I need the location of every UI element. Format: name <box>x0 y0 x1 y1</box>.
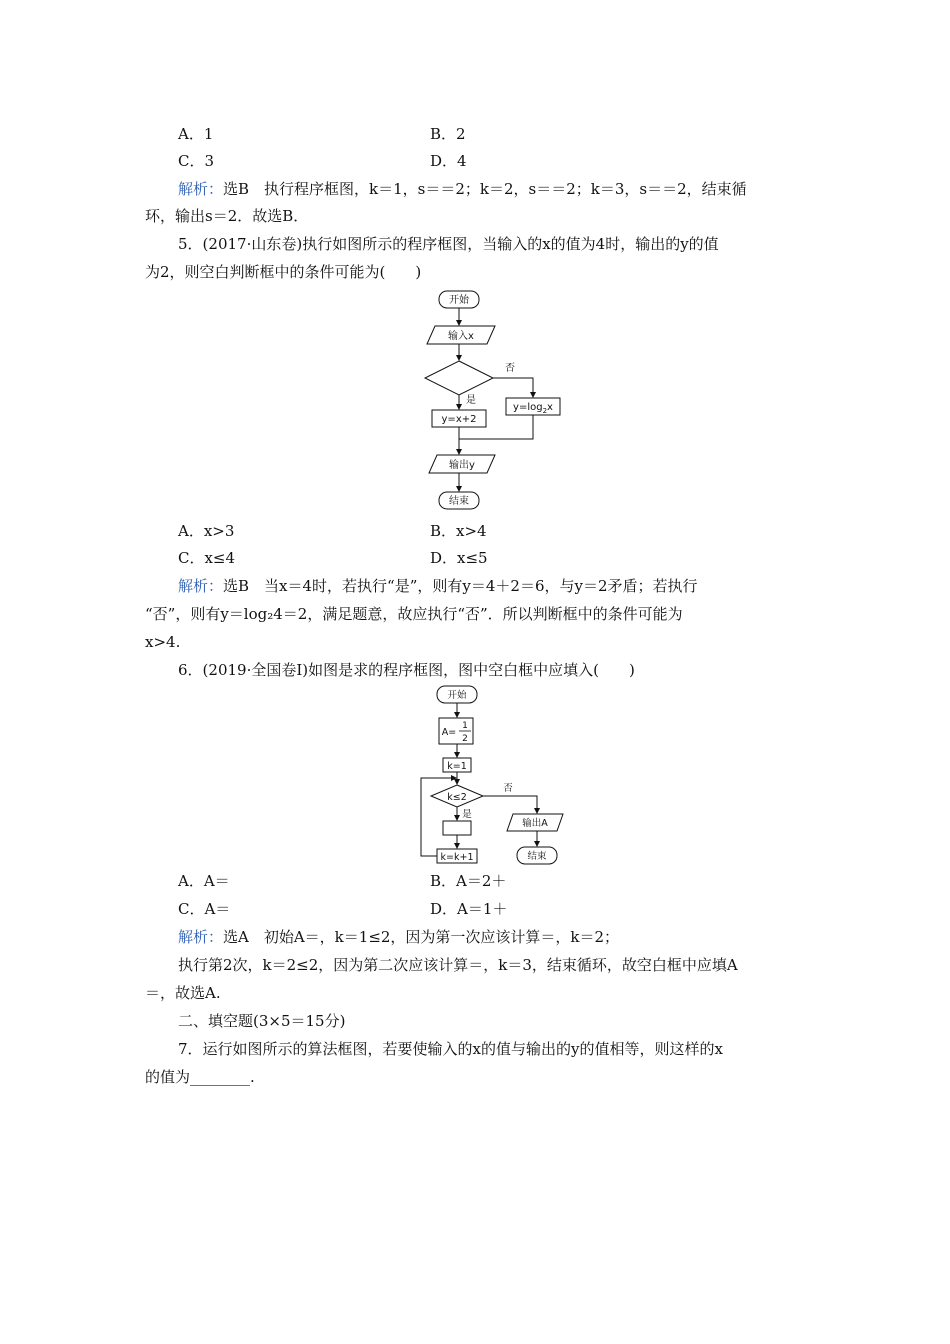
q5-option-d: D．x≤5 <box>430 549 488 567</box>
q5-solution-line-1 <box>178 576 698 596</box>
q4-option-b: B．2 <box>430 125 466 143</box>
q6-solution-text: 选A 初始A＝，k＝1≤2，因为第一次应该计算＝，k＝2； <box>223 928 620 946</box>
q4-solution-text: 选B 执行程序框图，k＝1，s＝＝2；k＝2，s＝＝2；k＝3，s＝＝2，结束循 <box>223 180 747 198</box>
q5-decision-node <box>425 361 493 395</box>
solution-label: 解析： <box>178 577 224 595</box>
q6-frac-num: 1 <box>462 721 468 731</box>
q5-solution-text: 选B 当x＝4时，若执行“是”，则有y＝4＋2＝6，与y＝2矛盾；若执行 <box>223 577 698 595</box>
q6-yes-label: 是 <box>462 809 472 820</box>
solution-label: 解析： <box>178 180 224 198</box>
q5-stem-line-1: 5．(2017·山东卷)执行如图所示的程序框图，当输入的x的值为4时，输出的y的值 <box>178 235 719 253</box>
q4-solution-line-2: 环，输出s＝2．故选B． <box>145 207 309 225</box>
q5-assign-no-text-b: x <box>547 402 553 413</box>
q5-option-a: A．x>3 <box>178 522 235 540</box>
q6-blank-node <box>443 821 471 835</box>
q6-solution-line-2: 执行第2次，k＝2≤2，因为第二次应该计算＝，k＝3，结束循环，故空白框中应填A <box>178 956 738 974</box>
q5-assign-no-sub: 2 <box>542 407 548 415</box>
q5-stem-line-2: 为2，则空白判断框中的条件可能为( ) <box>145 263 422 281</box>
q4-option-c: C．3 <box>178 152 215 170</box>
solution-label: 解析： <box>178 928 224 946</box>
q5-option-b: B．x>4 <box>430 522 487 540</box>
q5-end-label: 结束 <box>449 496 469 507</box>
q5-output-label: 输出y <box>449 460 475 471</box>
q5-start-label: 开始 <box>449 295 469 306</box>
q4-solution-line-1 <box>178 179 747 199</box>
q6-option-b: B．A＝2＋ <box>430 872 507 890</box>
q6-output-label: 输出A <box>522 818 548 829</box>
section-heading: 二、填空题(3×5＝15分) <box>178 1012 346 1030</box>
q4-option-a: A．1 <box>178 125 214 143</box>
q5-assign-no-text-a: y=log <box>513 402 543 413</box>
q5-option-c: C．x≤4 <box>178 549 236 567</box>
q4-option-d: D．4 <box>430 152 467 170</box>
q6-inc-label: k=k+1 <box>440 852 474 863</box>
q6-frac-den: 2 <box>462 734 468 744</box>
q5-assign-yes-label: y=x+2 <box>441 414 477 425</box>
q6-decision-label: k≤2 <box>447 792 467 803</box>
q6-start-label: 开始 <box>447 690 467 701</box>
q5-flowchart <box>415 285 565 517</box>
q6-k-init-label: k=1 <box>447 761 467 772</box>
q6-solution-line-1 <box>178 927 619 947</box>
q6-option-d: D．A＝1＋ <box>430 900 508 918</box>
q6-option-c: C．A＝ <box>178 900 231 918</box>
q7-stem-line-2: 的值为________. <box>145 1068 255 1086</box>
q5-solution-line-2: “否”，则有y＝log₂4＝2，满足题意，故应执行“否”．所以判断框中的条件可能为 <box>145 605 683 623</box>
q6-solution-line-3: ＝，故选A. <box>145 984 221 1002</box>
q5-assign-no-label <box>513 402 553 415</box>
q6-end-label: 结束 <box>527 851 547 862</box>
q6-flowchart <box>415 682 575 868</box>
q6-no-label: 否 <box>503 783 513 794</box>
q5-solution-line-3: x>4. <box>145 633 181 651</box>
q7-stem-line-1: 7．运行如图所示的算法框图，若要使输入的x的值与输出的y的值相等，则这样的x <box>178 1040 723 1058</box>
q5-yes-label: 是 <box>466 395 476 406</box>
q6-option-a: A．A＝ <box>178 872 230 890</box>
q6-init-label: A= <box>441 727 457 738</box>
q6-stem: 6．(2019·全国卷Ⅰ)如图是求的程序框图，图中空白框中应填入( ) <box>178 661 635 679</box>
q5-input-label: 输入x <box>448 331 474 342</box>
q5-no-label: 否 <box>505 363 515 374</box>
